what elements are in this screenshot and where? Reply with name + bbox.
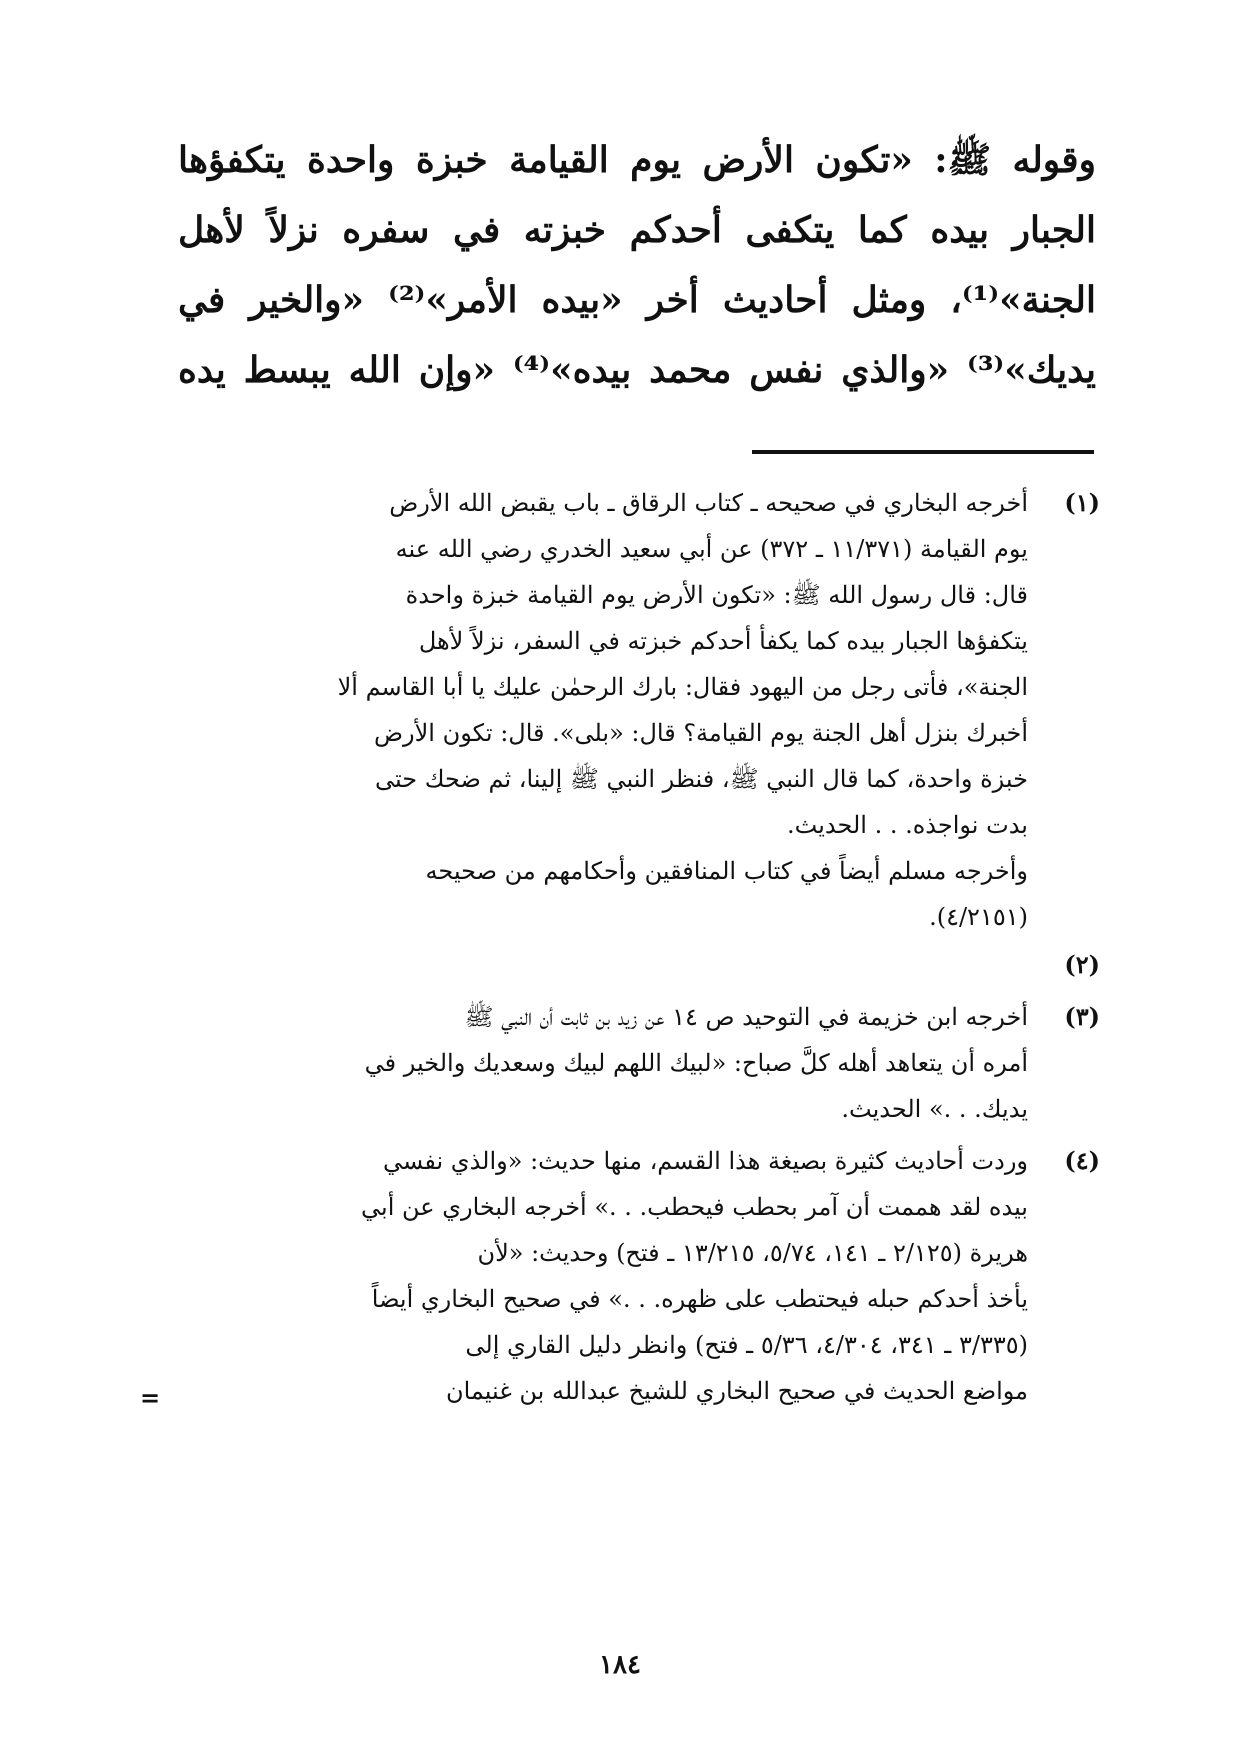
footnote-line: بدت نواجذه. . . الحديث.	[787, 811, 1028, 839]
main-text-line: الجنة»⁽¹⁾، ومثل أحاديث أخر «بيده الأمر»⁽²⁾ «والخير في	[178, 279, 1096, 321]
footnote-4	[140, 1138, 1100, 1414]
footnote-line: يوم القيامة (١١/٣٧١ ـ ٣٧٢) عن أبي سعيد الخدري رضي الله عنه	[395, 535, 1028, 563]
footnote-line: يتكفؤها الجبار بيده كما يكفأ أحدكم خبزته في السفر، نزلاً لأهل	[418, 627, 1028, 655]
footnote-line: هريرة (٢/١٢٥ ـ ١٤١، ٥/٧٤، ١٣/٢١٥ ـ فتح) وحديث: «لأن	[477, 1239, 1028, 1267]
footnote-line: أخرجه ابن خزيمة في التوحيد ص ١٤ عن زيد بن ثابت أن النبي ﷺ	[464, 1003, 1028, 1031]
footnote-line: مواضع الحديث في صحيح البخاري للشيخ عبدالله بن غنيمان	[445, 1377, 1028, 1405]
footnote-line: وأخرجه مسلم أيضاً في كتاب المنافقين وأحكامهم من صحيحه	[425, 857, 1028, 885]
footnote-line: وردت أحاديث كثيرة بصيغة هذا القسم، منها حديث: «والذي نفسي	[382, 1147, 1028, 1175]
footnote-line: (٣/٣٣٥ ـ ٣٤١، ٤/٣٠٤، ٥/٣٦ ـ فتح) وانظر دليل القاري إلى	[465, 1331, 1028, 1359]
footnote-line: (٤/٢١٥١).	[929, 903, 1028, 931]
footnote-line: بيده لقد هممت أن آمر بحطب فيحطب. . .» أخرجه البخاري عن أبي	[361, 1193, 1028, 1221]
footnote-line: يأخذ أحدكم حبله فيحتطب على ظهره. . .» في صحيح البخاري أيضاً	[371, 1285, 1028, 1313]
footnote-line: قال: قال رسول الله ﷺ: «تكون الأرض يوم القيامة خبزة واحدة	[405, 581, 1028, 609]
footnote-line: أخبرك بنزل أهل الجنة يوم القيامة؟ قال: «بلى». قال: تكون الأرض	[374, 719, 1028, 747]
main-text-line: يديك»⁽³⁾ «والذي نفس محمد بيده»⁽⁴⁾ «وإن الله يبسط يده	[178, 349, 1096, 391]
main-text-block	[178, 125, 1096, 405]
footnote-marker: (٤)	[1064, 1146, 1100, 1175]
footnote-marker: (١)	[1064, 488, 1100, 517]
footnote-line: الجنة»، فأتى رجل من اليهود فقال: بارك الرحمٰن عليك يا أبا القاسم ألا	[337, 673, 1028, 701]
footnote-line: يديك. . .» الحديث.	[841, 1095, 1028, 1123]
footnote-3	[140, 994, 1100, 1132]
footnote-1	[140, 480, 1100, 940]
page-number: ١٨٤	[599, 1650, 641, 1680]
footnote-2	[140, 942, 1100, 988]
footnotes-section	[140, 480, 1100, 1414]
footnote-separator	[752, 450, 1094, 454]
continuation-mark: =	[140, 1383, 161, 1412]
footnote-line: أمره أن يتعاهد أهله كلَّ صباح: «لبيك اللهم لبيك وسعديك والخير في	[364, 1049, 1028, 1077]
footnote-marker: (٣)	[1064, 1002, 1100, 1031]
footnote-line: أخرجه البخاري في صحيحه ـ كتاب الرقاق ـ باب يقبض الله الأرض	[389, 489, 1028, 517]
footnote-marker: (٢)	[1064, 950, 1100, 979]
main-text-line: وقوله ﷺ: «تكون الأرض يوم القيامة خبزة واحدة يتكفؤها	[178, 139, 1096, 181]
footnote-line: خبزة واحدة، كما قال النبي ﷺ، فنظر النبي ﷺ إلينا، ثم ضحك حتى	[375, 765, 1028, 793]
main-text-line: الجبار بيده كما يتكفى أحدكم خبزته في سفره نزلاً لأهل	[178, 209, 1096, 251]
